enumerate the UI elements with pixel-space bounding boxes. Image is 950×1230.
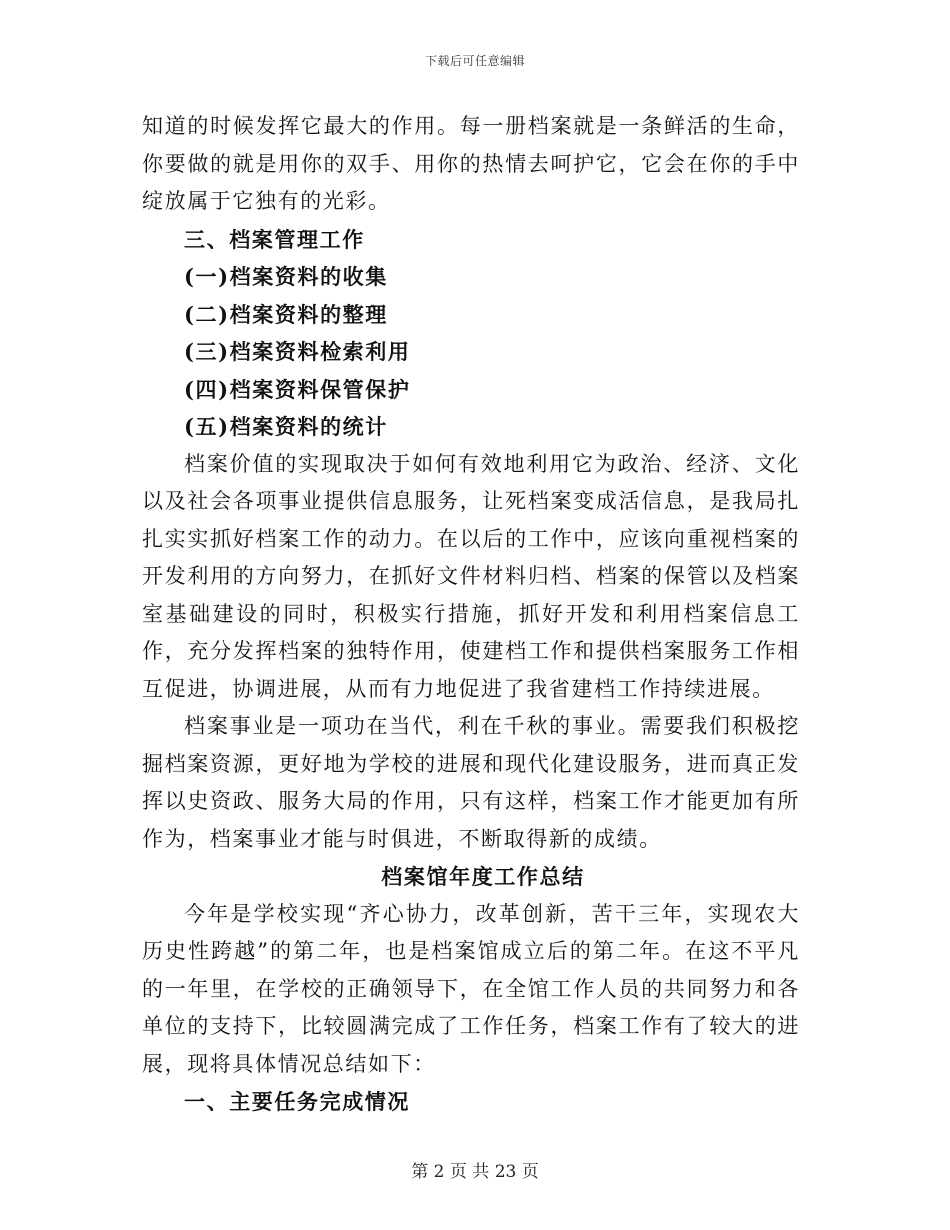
section-heading-1: 一、主要任务完成情况 (184, 1089, 410, 1114)
sub-item-4: (四)档案资料保管保护 (184, 376, 411, 402)
paragraph-year-summary: 今年是学校实现“齐心协力，改革创新，苦干三年，实现农大历史性跨越”的第二年，也是档案馆成立后的第二年。在这不平凡的一年里，在学校的正确领导下，在全馆工作人员的共同努力和各单位的支持下，比较圆满完成了工作任务，档案工作有了较大的进展，现将具体情况总结如下： (142, 901, 800, 1076)
page-header: 下载后可任意编辑 (424, 54, 525, 68)
sub-item-1: (一)档案资料的收集 (184, 264, 388, 289)
section-heading-3: 三、档案管理工作 (184, 226, 365, 252)
page-footer: 第 2 页 共 23 页 (411, 1162, 539, 1182)
paragraph-intro: 知道的时候发挥它最大的作用。每一册档案就是一条鲜活的生命，你要做的就是用你的双手、用你的热情去呵护它，它会在你的手中绽放属于它独有的光彩。 (142, 114, 800, 213)
paragraph-archive-career: 档案事业是一项功在当代，利在千秋的事业。需要我们积极挖掘档案资源，更好地为学校的进展和现代化建设服务，进而真正发挥以史资政、服务大局的作用，只有这样，档案工作才能更加有所作为，档案事业才能与时俱进，不断取得新的成绩。 (142, 714, 800, 851)
sub-item-3: (三)档案资料检索利用 (184, 339, 411, 364)
sub-item-2: (二)档案资料的整理 (184, 301, 388, 327)
paragraph-archive-value: 档案价值的实现取决于如何有效地利用它为政治、经济、文化以及社会各项事业提供信息服务，让死档案变成活信息，是我局扎扎实实抓好档案工作的动力。在以后的工作中，应该向重视档案的开发利用的方向努力，在抓好文件材料归档、档案的保管以及档案室基础建设的同时，积极实行措施，抓好开发和利用档案信息工作，充分发挥档案的独特作用，使建档工作和提供档案服务工作相互促进，协调进展，从而有力地促进了我省建档工作持续进展。 (142, 451, 800, 701)
sub-item-5: (五)档案资料的统计 (184, 414, 388, 439)
document-body (142, 108, 800, 1121)
document-title: 档案馆年度工作总结 (381, 864, 585, 889)
